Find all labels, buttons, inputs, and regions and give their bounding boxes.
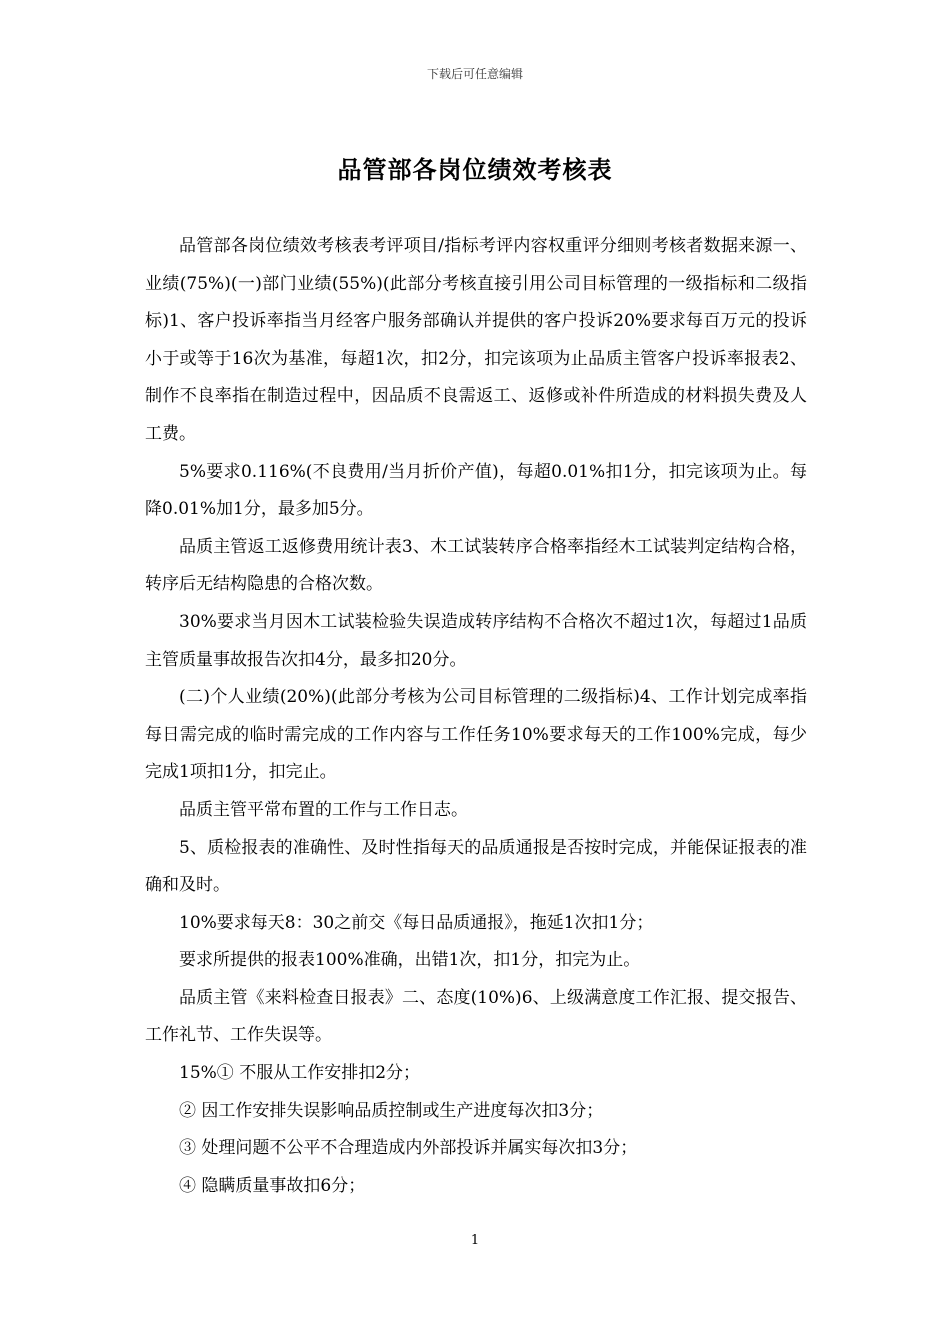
paragraph: ③ 处理问题不公平不合理造成内外部投诉并属实每次扣3分；: [179, 1138, 638, 1159]
paragraph: 5、质检报表的准确性、及时性指每天的品质通报是否按时完成，并能保证报表的准确和及时。: [145, 837, 807, 896]
page-number: 1: [470, 1233, 480, 1248]
paragraph: 品质主管返工返修费用统计表3、木工试装转序合格率指经木工试装判定结构合格，转序后无结构隐患的合格次数。: [145, 536, 807, 595]
paragraph: 30%要求当月因木工试装检验失误造成转序结构不合格次不超过1次，每超过1品质主管质量事故报告次扣4分，最多扣20分。: [145, 611, 807, 670]
paragraph: 5%要求0.116%(不良费用/当月折价产值)，每超0.01%扣1分，扣完该项为止。每降0.01%加1分，最多加5分。: [145, 461, 807, 520]
paragraph: ② 因工作安排失误影响品质控制或生产进度每次扣3分；: [179, 1100, 604, 1121]
paragraph: 要求所提供的报表100%准确，出错1次，扣1分，扣完为止。: [179, 950, 641, 971]
paragraph: 10%要求每天8：30之前交《每日品质通报》，拖延1次扣1分；: [179, 912, 654, 933]
document-title: 品管部各岗位绩效考核表: [337, 156, 613, 184]
page-header-note: 下载后可任意编辑: [426, 67, 523, 81]
paragraph: 品管部各岗位绩效考核表考评项目/指标考评内容权重评分细则考核者数据来源一、业绩(75%)(一)部门业绩(55%)(此部分考核直接引用公司目标管理的一级指标和二级指标)1、客户投诉率指当月经客户服务部确认并提供的客户投诉20%要求每百万元的投诉小于或等于16次为基准，每超1次，扣2分，扣完该项为止品质主管客户投诉率报表2、制作不良率指在制造过程中，因品质不良需返工、返修或补件所造成的材料损失费及人工费。: [145, 236, 807, 444]
paragraph: 15%① 不服从工作安排扣2分；: [179, 1063, 421, 1084]
document-body: [145, 228, 807, 1205]
paragraph: 品质主管平常布置的工作与工作日志。: [179, 799, 468, 820]
paragraph: ④ 隐瞒质量事故扣6分；: [179, 1175, 366, 1196]
paragraph: 品质主管《来料检查日报表》二、态度(10%)6、上级满意度工作汇报、提交报告、工作礼节、工作失误等。: [145, 987, 807, 1046]
paragraph: (二)个人业绩(20%)(此部分考核为公司目标管理的二级指标)4、工作计划完成率指每日需完成的临时需完成的工作内容与工作任务10%要求每天的工作100%完成，每少完成1项扣1分，扣完止。: [145, 687, 807, 783]
